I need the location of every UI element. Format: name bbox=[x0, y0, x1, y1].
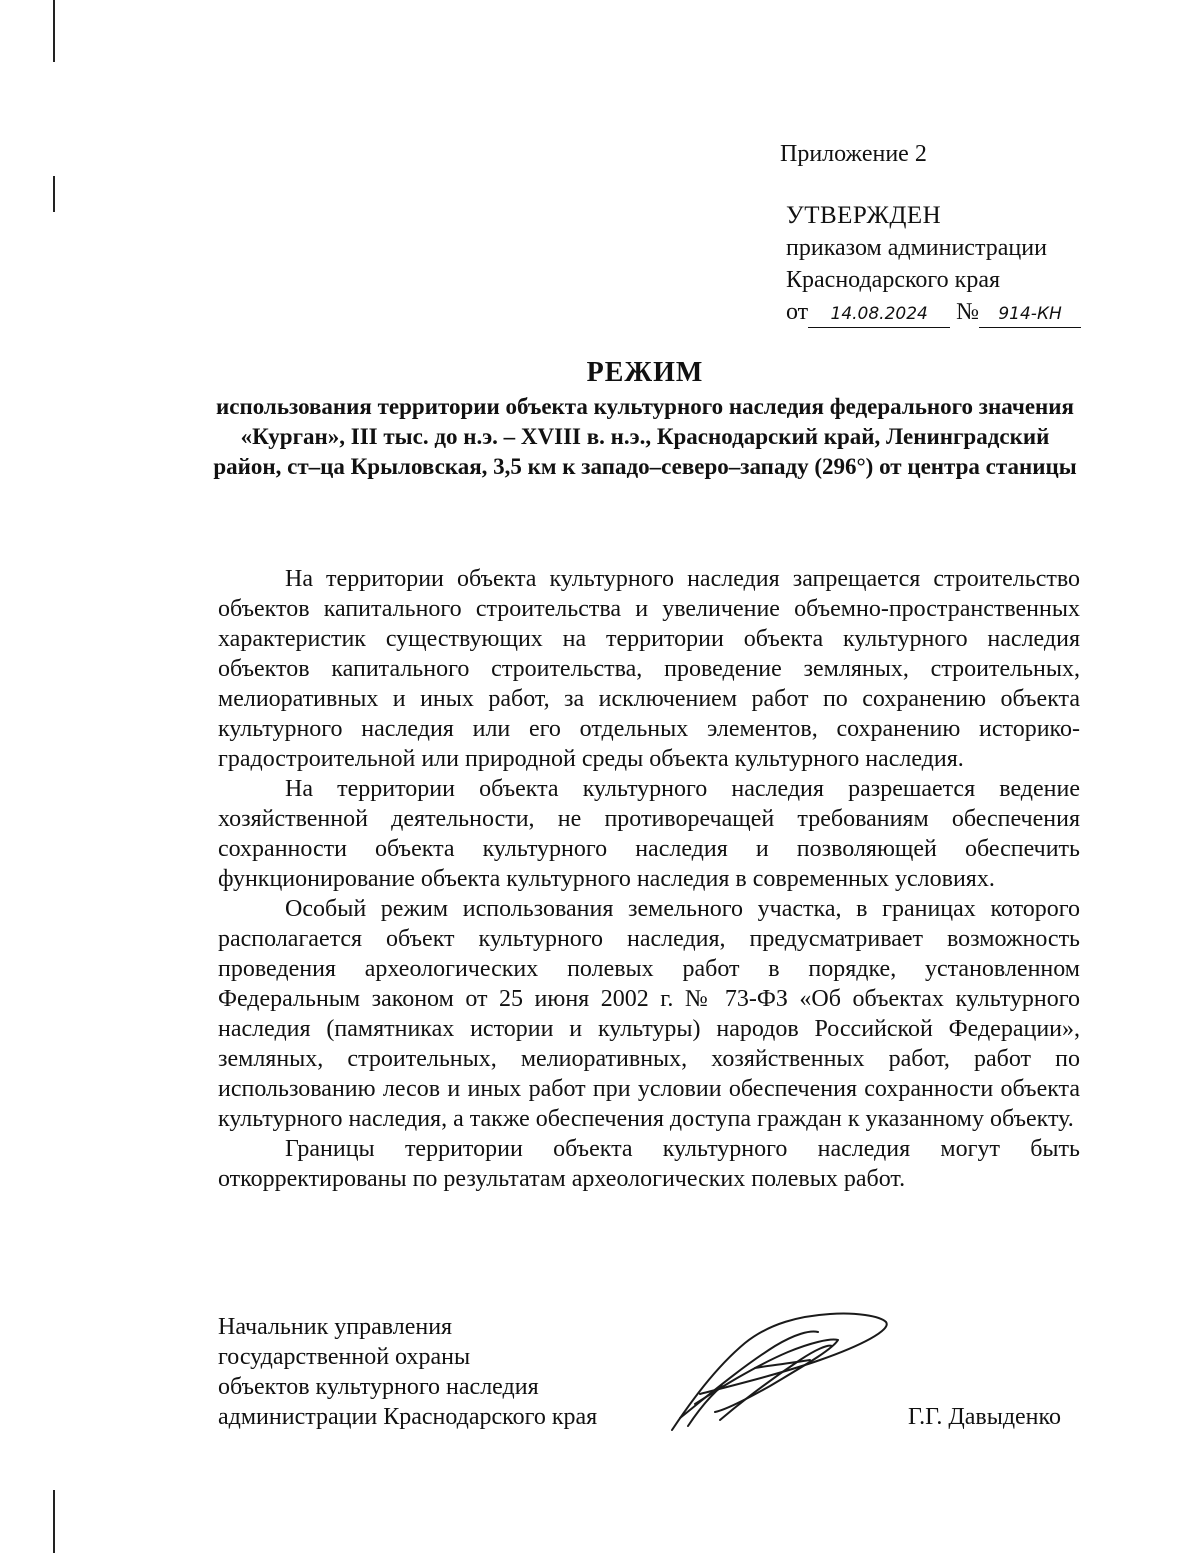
position-line: государственной охраны bbox=[218, 1344, 471, 1370]
appendix-label: Приложение 2 bbox=[780, 141, 927, 167]
paragraph: На территории объекта культурного наследия запрещается строительство объектов капитального строительства и увеличение объемно-пространственных характеристик существующих на территории объекта культурного наследия объектов капитального строительства, проведение земляных, строительных, мелиоративных и иных работ, за исключением работ по сохранению объекта культурного наследия или его отдельных элементов, сохранению историко-градостроительной или природной среды объекта культурного наследия. bbox=[218, 566, 1080, 772]
approval-line-1: приказом администрации bbox=[786, 235, 1047, 261]
margin-line bbox=[53, 176, 55, 212]
approval-line-2: Краснодарского края bbox=[786, 267, 1001, 293]
approval-status: УТВЕРЖДЕН bbox=[786, 202, 942, 229]
number-prefix: № bbox=[956, 299, 980, 325]
position-line: объектов культурного наследия bbox=[218, 1374, 539, 1400]
title-main: РЕЖИМ bbox=[586, 357, 704, 388]
signer-name: Г.Г. Давыденко bbox=[908, 1404, 1061, 1430]
document-title bbox=[210, 358, 1080, 482]
paragraph: На территории объекта культурного наследия разрешается ведение хозяйственной деятельности, не противоречащей требованиям обеспечения сохранности объекта культурного наследия и позволяющей обеспечить функционирование объекта культурного наследия в современных условиях. bbox=[218, 776, 1080, 892]
date-prefix: от bbox=[786, 299, 809, 325]
title-subtitle: использования территории объекта культурного наследия федерального значения «Курган», III тыс. до н.э. – XVIII в. н.э., Краснодарский край, Ленинградский район, ст–ца Крыловская, 3,5 км к западо–северо–западу (296°) от центра станицы bbox=[213, 394, 1077, 479]
margin-line bbox=[53, 1490, 55, 1553]
order-number: 914-КН bbox=[979, 301, 1081, 328]
margin-line bbox=[53, 0, 55, 62]
paragraph: Особый режим использования земельного участка, в границах которого располагается объект культурного наследия, предусматривает возможность проведения археологических полевых работ в порядке, установленном Федеральным законом от 25 июня 2002 г. № 73-ФЗ «Об объектах культурного наследия (памятниках истории и культуры) народов Российской Федерации», земляных, строительных, мелиоративных, хозяйственных работ, работ по использованию лесов и иных работ при условии обеспечения сохранности объекта культурного наследия, а также обеспечения доступа граждан к указанному объекту. bbox=[218, 896, 1080, 1132]
handwritten-signature bbox=[660, 1308, 900, 1438]
position-line: администрации Краснодарского края bbox=[218, 1404, 598, 1430]
order-line bbox=[786, 296, 1081, 328]
document-body bbox=[218, 564, 1080, 1194]
paragraph: Границы территории объекта культурного наследия могут быть откорректированы по результатам археологических полевых работ. bbox=[218, 1136, 1080, 1192]
approval-block bbox=[786, 200, 1081, 328]
position-line: Начальник управления bbox=[218, 1314, 453, 1340]
signatory-position bbox=[218, 1312, 597, 1432]
order-date: 14.08.2024 bbox=[808, 301, 950, 328]
